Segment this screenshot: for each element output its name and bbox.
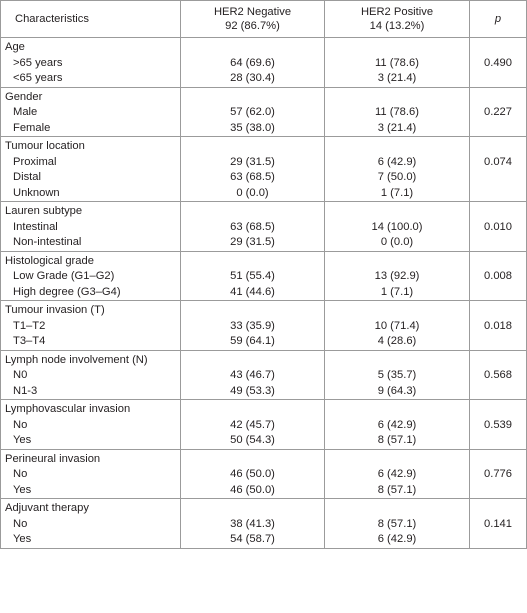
spacer xyxy=(470,40,526,56)
group-title: Tumour invasion (T) xyxy=(5,304,105,316)
subgroup-label: High degree (G3–G4) xyxy=(13,285,121,298)
spacer xyxy=(181,254,324,270)
her2-positive-cell xyxy=(325,251,470,301)
her2-negative-cell xyxy=(181,449,325,499)
her2-negative-cell xyxy=(181,400,325,450)
her2-negative-value: 29 (31.5) xyxy=(230,155,275,168)
p-value-cell xyxy=(470,499,527,549)
her2-negative-value: 43 (46.7) xyxy=(230,369,275,381)
group-title: Adjuvant therapy xyxy=(5,502,89,514)
p-value-cell xyxy=(470,87,527,137)
spacer xyxy=(181,204,324,220)
her2-negative-cell xyxy=(181,301,325,351)
her2-negative-value: 46 (50.0) xyxy=(230,483,275,496)
spacer xyxy=(181,452,324,468)
her2-negative-cell xyxy=(181,499,325,549)
her2-positive-cell xyxy=(325,400,470,450)
characteristic-cell xyxy=(1,251,181,301)
her2-negative-value: 50 (54.3) xyxy=(230,434,275,446)
subgroup-label: No xyxy=(13,517,28,530)
header-her2-negative xyxy=(181,1,325,38)
p-value: 0.227 xyxy=(484,106,512,118)
her2-negative-value: 46 (50.0) xyxy=(230,468,275,480)
p-value: 0.568 xyxy=(484,369,512,381)
spacer xyxy=(181,40,324,56)
p-value-cell xyxy=(470,202,527,252)
her2-positive-value: 8 (57.1) xyxy=(377,483,417,496)
her2-positive-value: 10 (71.4) xyxy=(374,319,420,332)
subgroup-label: Unknown xyxy=(13,186,60,199)
subgroup-label: No xyxy=(13,468,28,480)
her2-negative-cell xyxy=(181,350,325,400)
spacer xyxy=(325,204,469,220)
subgroup-label: T1–T2 xyxy=(13,319,46,332)
group-title: Tumour location xyxy=(5,140,85,152)
subgroup-label: Yes xyxy=(13,483,32,496)
characteristic-cell xyxy=(1,400,181,450)
subgroup-label: >65 years xyxy=(13,56,63,69)
p-value: 0.141 xyxy=(484,517,512,530)
subgroup-label: No xyxy=(13,418,28,431)
her2-positive-value: 3 (21.4) xyxy=(377,72,417,84)
her2-positive-value: 8 (57.1) xyxy=(377,434,417,446)
spacer xyxy=(470,353,526,369)
spacer xyxy=(325,452,469,468)
table-row xyxy=(1,202,527,252)
spacer xyxy=(325,501,469,517)
spacer xyxy=(181,353,324,369)
spacer xyxy=(181,501,324,517)
p-value-cell xyxy=(470,301,527,351)
her2-positive-cell xyxy=(325,301,470,351)
her2-positive-cell xyxy=(325,499,470,549)
her2-positive-value: 7 (50.0) xyxy=(377,171,417,183)
subgroup-label: Female xyxy=(13,121,51,134)
p-value: 0.490 xyxy=(484,56,512,69)
header-her2-negative-title: HER2 Negative xyxy=(213,6,292,18)
spacer xyxy=(325,254,469,270)
her2-negative-cell xyxy=(181,87,325,137)
spacer xyxy=(470,303,526,319)
subgroup-label: Yes xyxy=(13,434,32,446)
her2-positive-value: 9 (64.3) xyxy=(377,384,417,397)
header-her2-negative-count: 92 (86.7%) xyxy=(225,20,280,32)
her2-negative-value: 63 (68.5) xyxy=(230,220,275,233)
her2-negative-value: 33 (35.9) xyxy=(230,319,275,332)
her2-positive-value: 5 (35.7) xyxy=(377,369,417,381)
subgroup-label: <65 years xyxy=(13,72,63,84)
her2-positive-value: 8 (57.1) xyxy=(377,517,417,530)
characteristic-cell xyxy=(1,301,181,351)
group-title: Perineural invasion xyxy=(5,452,101,465)
her2-negative-value: 63 (68.5) xyxy=(230,171,275,183)
spacer xyxy=(325,353,469,369)
her2-positive-value: 6 (42.9) xyxy=(377,468,417,480)
group-title: Gender xyxy=(5,90,43,103)
her2-positive-value: 6 (42.9) xyxy=(377,533,417,545)
header-characteristics: Characteristics xyxy=(1,1,181,38)
her2-negative-value: 0 (0.0) xyxy=(236,186,269,199)
her2-negative-cell xyxy=(181,137,325,202)
spacer xyxy=(470,402,526,418)
her2-negative-value: 54 (58.7) xyxy=(230,533,275,545)
her2-negative-value: 28 (30.4) xyxy=(230,72,275,84)
her2-positive-value: 6 (42.9) xyxy=(377,418,417,431)
p-value-cell xyxy=(470,400,527,450)
table-row xyxy=(1,38,527,88)
group-title: Age xyxy=(5,41,25,53)
her2-negative-value: 64 (69.6) xyxy=(230,56,275,69)
her2-positive-value: 11 (78.6) xyxy=(375,106,419,118)
spacer xyxy=(470,90,526,106)
spacer xyxy=(470,452,526,468)
her2-negative-value: 51 (55.4) xyxy=(230,270,275,282)
her2-positive-cell xyxy=(325,87,470,137)
subgroup-label: N0 xyxy=(13,369,28,381)
table-row xyxy=(1,350,527,400)
subgroup-label: Yes xyxy=(13,533,32,545)
characteristic-cell xyxy=(1,137,181,202)
her2-negative-cell xyxy=(181,38,325,88)
characteristic-cell xyxy=(1,202,181,252)
group-title: Histological grade xyxy=(5,254,94,267)
header-p-value: p xyxy=(470,1,527,38)
spacer xyxy=(325,139,469,155)
header-her2-positive-title: HER2 Positive xyxy=(360,6,434,18)
her2-negative-value: 59 (64.1) xyxy=(230,335,275,347)
her2-negative-cell xyxy=(181,251,325,301)
table-row xyxy=(1,251,527,301)
spacer xyxy=(181,303,324,319)
spacer xyxy=(325,402,469,418)
group-title: Lymphovascular invasion xyxy=(5,403,131,415)
her2-negative-value: 38 (41.3) xyxy=(230,517,275,530)
p-value: 0.776 xyxy=(484,468,512,480)
spacer xyxy=(181,402,324,418)
her2-positive-value: 6 (42.9) xyxy=(377,155,417,168)
p-value-cell xyxy=(470,251,527,301)
her2-positive-cell xyxy=(325,350,470,400)
her2-positive-value: 11 (78.6) xyxy=(375,56,419,69)
characteristic-cell xyxy=(1,449,181,499)
characteristic-cell xyxy=(1,38,181,88)
p-value: 0.008 xyxy=(484,270,512,282)
subgroup-label: Male xyxy=(13,106,38,118)
table-row xyxy=(1,400,527,450)
her2-negative-value: 57 (62.0) xyxy=(230,106,275,118)
header-her2-positive xyxy=(325,1,470,38)
group-title: Lauren subtype xyxy=(5,205,83,217)
spacer xyxy=(325,303,469,319)
p-value: 0.539 xyxy=(484,418,512,431)
her2-positive-cell xyxy=(325,202,470,252)
spacer xyxy=(325,40,469,56)
p-value-cell xyxy=(470,38,527,88)
table-header-row xyxy=(1,1,527,38)
her2-positive-cell xyxy=(325,137,470,202)
subgroup-label: Non-intestinal xyxy=(13,236,82,248)
spacer xyxy=(325,90,469,106)
p-value: 0.074 xyxy=(484,155,512,168)
her2-positive-value: 14 (100.0) xyxy=(371,220,423,233)
characteristic-cell xyxy=(1,87,181,137)
table-row xyxy=(1,301,527,351)
subgroup-label: Intestinal xyxy=(13,220,58,233)
her2-positive-value: 13 (92.9) xyxy=(374,270,420,282)
her2-negative-value: 42 (45.7) xyxy=(230,418,275,431)
her2-positive-value: 0 (0.0) xyxy=(380,236,414,248)
group-title: Lymph node involvement (N) xyxy=(5,353,148,366)
table-row xyxy=(1,499,527,549)
p-value-cell xyxy=(470,137,527,202)
p-value-cell xyxy=(470,350,527,400)
subgroup-label: Distal xyxy=(13,171,41,183)
header-her2-positive-count: 14 (13.2%) xyxy=(369,20,425,32)
her2-positive-value: 1 (7.1) xyxy=(380,285,414,298)
table-row xyxy=(1,449,527,499)
her2-positive-value: 3 (21.4) xyxy=(377,121,417,134)
table-row xyxy=(1,137,527,202)
spacer xyxy=(181,90,324,106)
p-value-cell xyxy=(470,449,527,499)
her2-positive-cell xyxy=(325,449,470,499)
spacer xyxy=(470,204,526,220)
her2-negative-value: 49 (53.3) xyxy=(230,384,275,397)
subgroup-label: N1-3 xyxy=(13,384,38,397)
her2-negative-value: 41 (44.6) xyxy=(230,285,275,298)
her2-negative-value: 29 (31.5) xyxy=(230,236,275,248)
her2-positive-value: 1 (7.1) xyxy=(380,186,414,199)
subgroup-label: Proximal xyxy=(13,155,57,168)
her2-positive-cell xyxy=(325,38,470,88)
characteristic-cell xyxy=(1,350,181,400)
p-value: 0.018 xyxy=(484,319,512,332)
subgroup-label: Low Grade (G1–G2) xyxy=(13,270,115,282)
characteristic-cell xyxy=(1,499,181,549)
spacer xyxy=(470,139,526,155)
spacer xyxy=(470,501,526,517)
subgroup-label: T3–T4 xyxy=(13,335,46,347)
p-value: 0.010 xyxy=(484,220,512,233)
spacer xyxy=(181,139,324,155)
spacer xyxy=(470,254,526,270)
her2-negative-cell xyxy=(181,202,325,252)
table-row xyxy=(1,87,527,137)
her2-positive-value: 4 (28.6) xyxy=(377,335,417,347)
her2-negative-value: 35 (38.0) xyxy=(230,121,275,134)
